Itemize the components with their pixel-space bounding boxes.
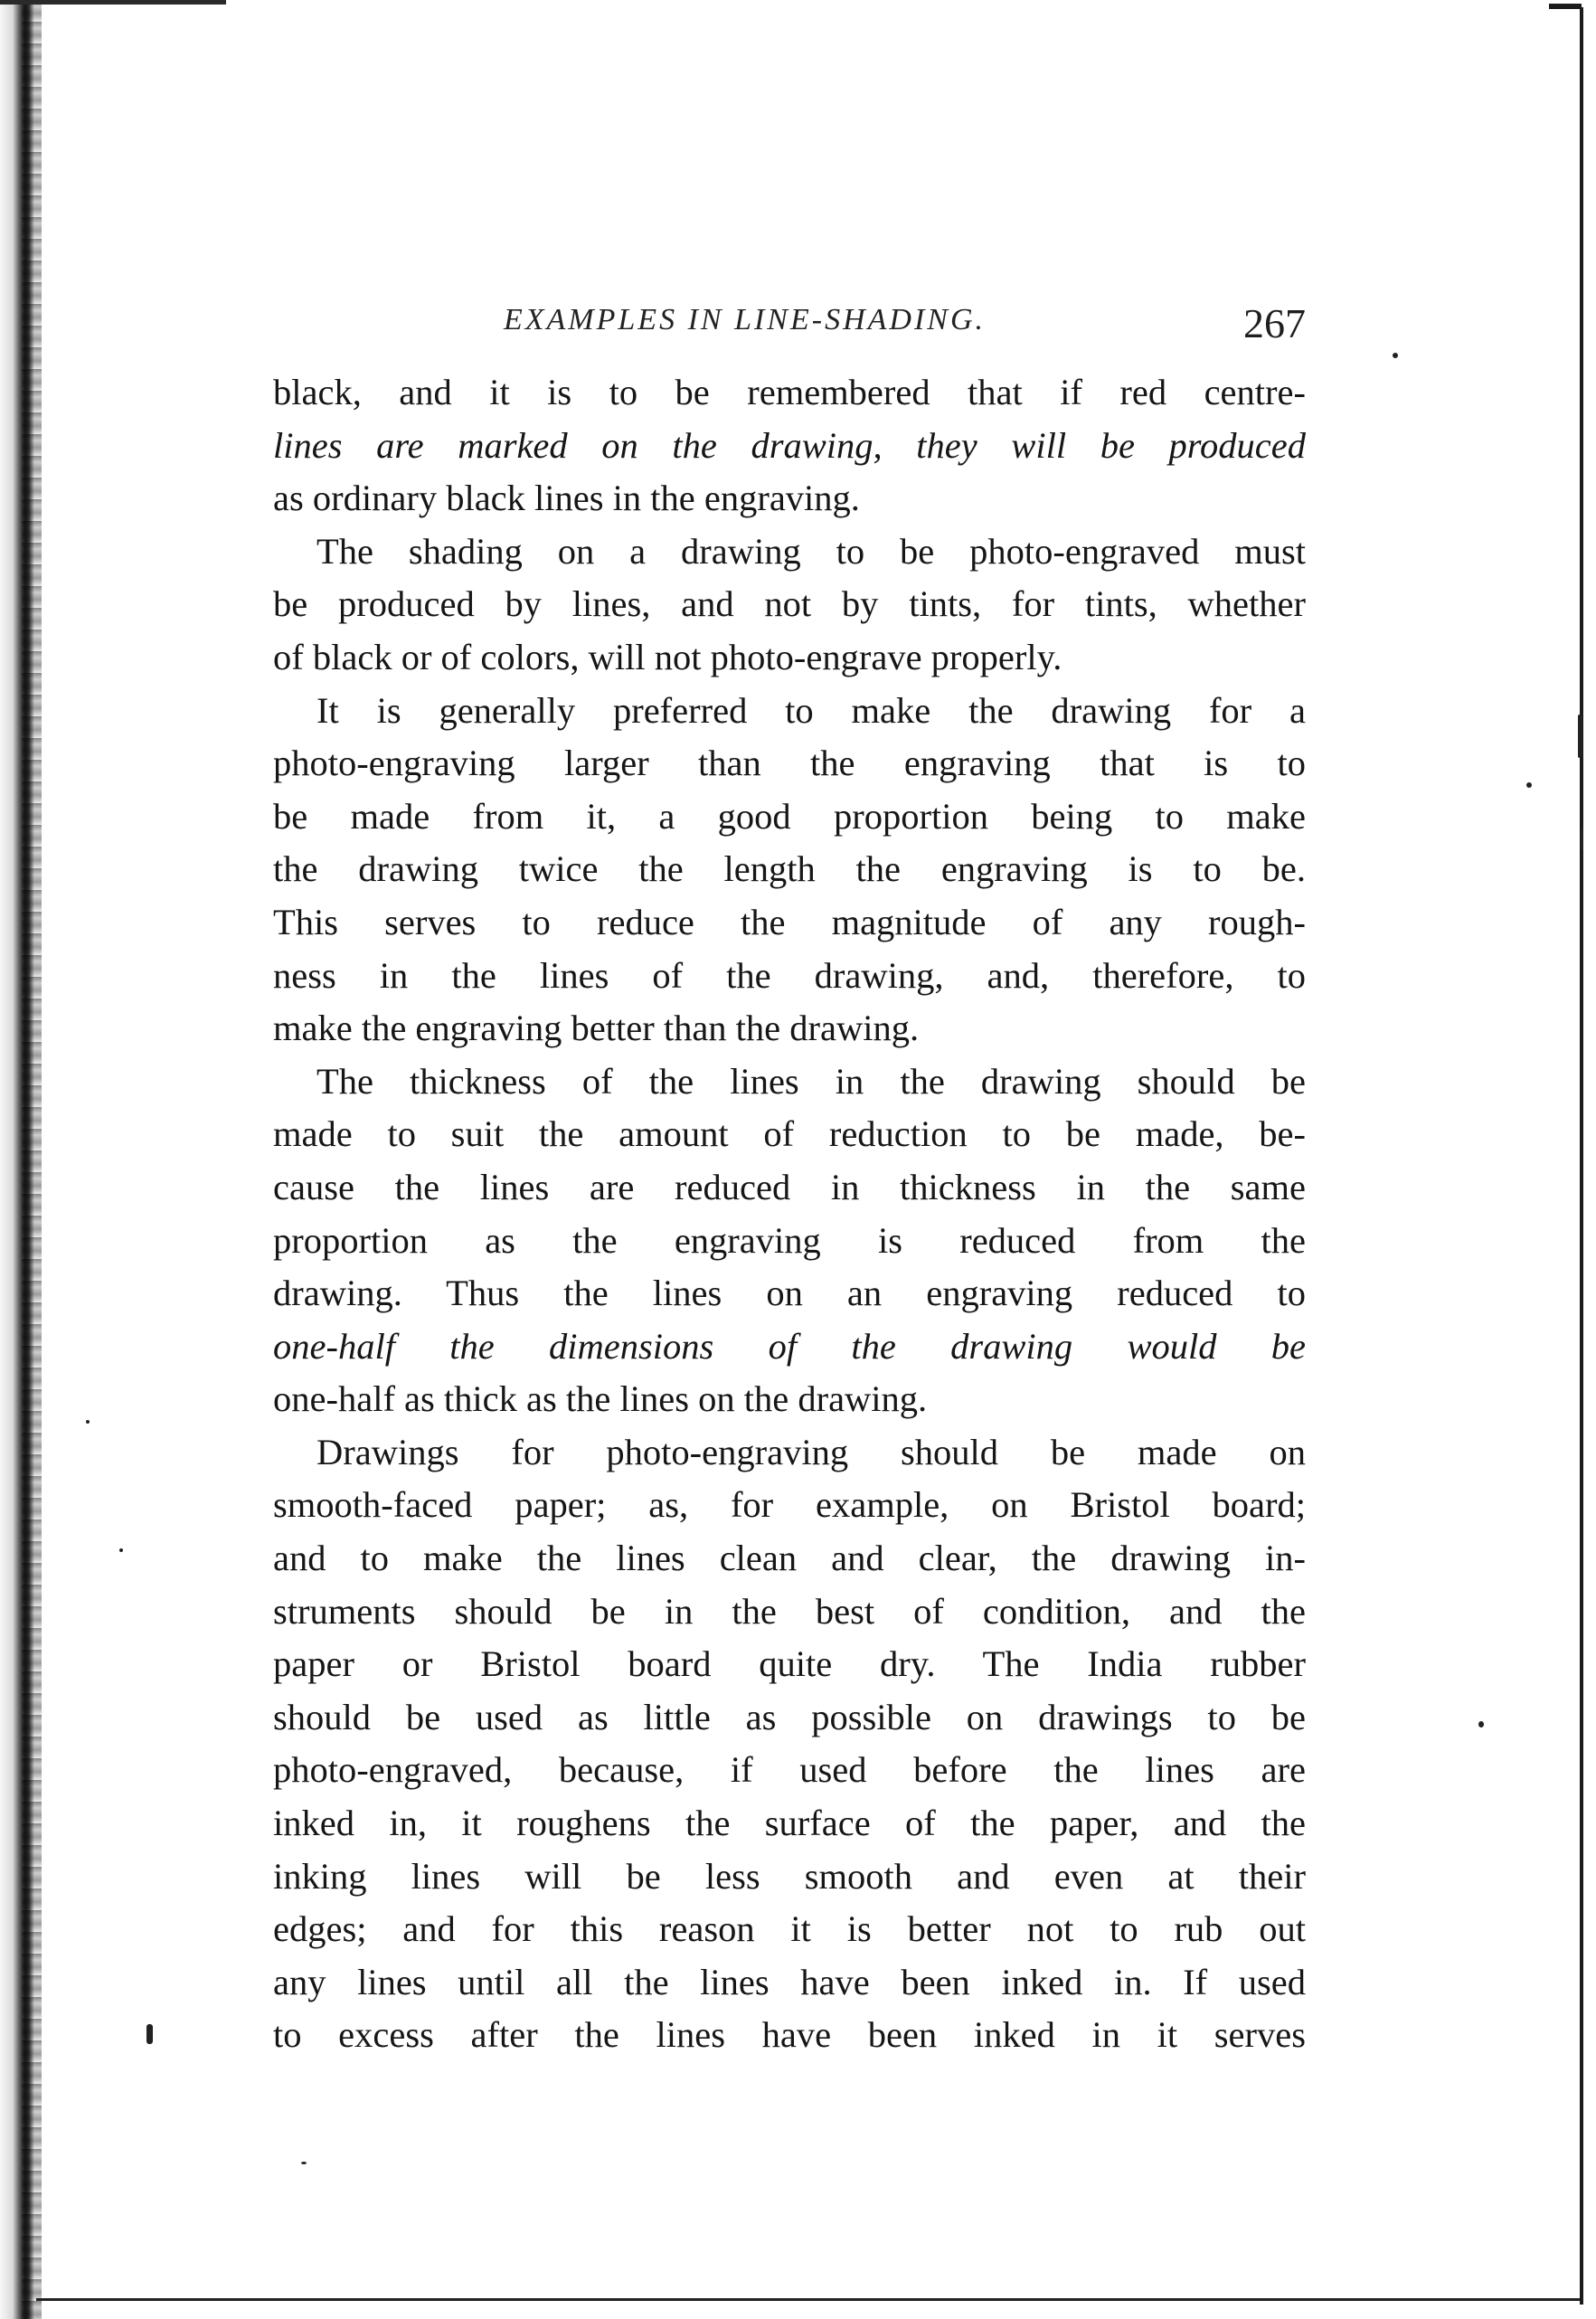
page-number: 267 (1243, 300, 1306, 346)
text-line: edges; and for this reason it is better not to rub out (273, 1908, 1306, 1950)
text-line: inked in, it roughens the surface of the paper, and the (273, 1803, 1306, 1844)
scan-speck (146, 2024, 153, 2044)
text-line: be produced by lines, and not by tints, for tints, whether (273, 583, 1306, 625)
top-right-page-edge (1549, 4, 1582, 9)
text-line: inking lines will be less smooth and even at their (273, 1855, 1306, 1897)
text-line: It is generally preferred to make the drawing for a (316, 689, 1306, 731)
text-line: be made from it, a good proportion being to make (273, 795, 1306, 837)
text-line: This serves to reduce the magnitude of any rough- (273, 901, 1306, 942)
text-line: cause the lines are reduced in thickness in the same (273, 1166, 1306, 1207)
scan-speck (1478, 1721, 1484, 1727)
running-head: EXAMPLES IN LINE-SHADING. (504, 303, 987, 336)
text-line: The thickness of the lines in the drawing should be (316, 1060, 1306, 1102)
text-line: one-half as thick as the lines on the drawing. (273, 1378, 928, 1420)
scan-speck (1581, 828, 1583, 851)
text-line: make the engraving better than the drawing. (273, 1008, 920, 1049)
text-line: the drawing twice the length the engraving is to be. (273, 848, 1306, 890)
scan-speck (1393, 353, 1398, 358)
text-line: lines are marked on the drawing, they will be produced (273, 424, 1306, 466)
text-line: smooth-faced paper; as, for example, on Bristol board; (273, 1484, 1306, 1526)
scan-speck (301, 2162, 307, 2164)
scan-speck (1578, 715, 1582, 758)
text-line: one-half the dimensions of the drawing would be (273, 1325, 1306, 1367)
scan-speck (1526, 782, 1532, 788)
top-left-page-edge (0, 0, 226, 19)
body-text (273, 366, 1306, 2062)
text-line: made to suit the amount of reduction to be made, be- (273, 1113, 1306, 1155)
text-line: The shading on a drawing to be photo-engraved must (316, 530, 1306, 572)
text-line: photo-engraved, because, if used before the lines are (273, 1749, 1306, 1791)
scan-speck (119, 1548, 123, 1552)
text-line: to excess after the lines have been inked in it serves (273, 2014, 1306, 2056)
text-line: photo-engraving larger than the engraving that is to (273, 743, 1306, 784)
text-line: paper or Bristol board quite dry. The India rubber (273, 1643, 1306, 1685)
text-line: any lines until all the lines have been inked in. If used (273, 1961, 1306, 2002)
text-line: and to make the lines clean and clear, the drawing in- (273, 1538, 1306, 1579)
text-line: Drawings for photo-engraving should be made on (316, 1431, 1306, 1472)
text-line: black, and it is to be remembered that if red centre- (273, 372, 1306, 412)
text-line: ness in the lines of the drawing, and, therefore, to (273, 954, 1306, 996)
bottom-page-edge (36, 2298, 1580, 2301)
text-line: as ordinary black lines in the engraving. (273, 478, 860, 519)
text-line: should be used as little as possible on drawings to be (273, 1696, 1306, 1737)
text-line: proportion as the engraving is reduced from the (273, 1219, 1306, 1261)
text-line: of black or of colors, will not photo-engrave properly. (273, 636, 1062, 677)
text-line: struments should be in the best of condition, and the (273, 1590, 1306, 1632)
text-line: drawing. Thus the lines on an engraving reduced to (273, 1273, 1306, 1314)
scan-speck (86, 1420, 90, 1424)
page-header (273, 294, 1306, 357)
right-page-edge (1580, 7, 1583, 2305)
spine-shadow (22, 0, 42, 2319)
